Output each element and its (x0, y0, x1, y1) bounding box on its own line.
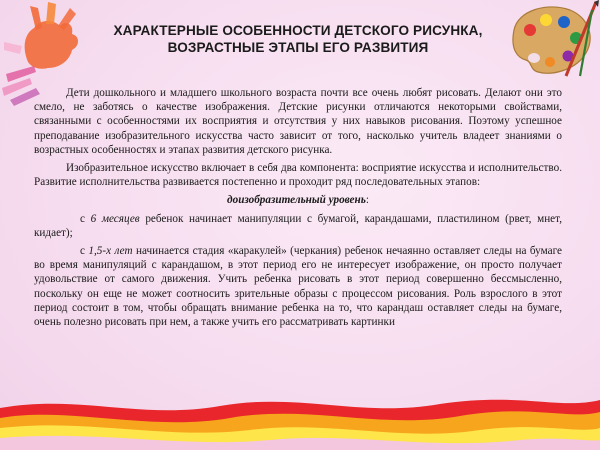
slide-body (34, 86, 562, 333)
six-months-text: ребенок начинает манипуляции с бумагой, карандашами, пластилином (рвет, мнет, кидает); (34, 212, 562, 239)
stage-heading (34, 193, 562, 207)
paragraph-components: Изобразительное искусство включает в себя два компонента: восприятие искусства и исполнительство. Развитие исполнительства развивается постепенно и проходит ряд последовательных этапов: (34, 162, 562, 189)
slide-title (78, 22, 518, 56)
paint-palette-icon (500, 0, 600, 78)
paragraph-one-half-years (34, 244, 562, 329)
stage-heading-colon: : (365, 194, 369, 207)
stage-heading-text: доизобразительный уровень (227, 194, 366, 207)
six-months-age: 6 месяцев (90, 212, 140, 225)
title-line-1: ХАРАКТЕРНЫЕ ОСОБЕННОСТИ ДЕТСКОГО РИСУНКА, (113, 23, 483, 38)
one-half-age: 1,5-х лет (88, 245, 133, 258)
paragraph-six-months (34, 212, 562, 240)
paragraph-intro: Дети дошкольного и младшего школьного возраста почти все очень любят рисовать. Делают они это смело, не заботясь о качестве изображения. Детские рисунки отличаются некоторыми свойствами, связанными с особенностями их восприятия и отсутствия у них навыков рисования. Поэтому успешное преподавание изобразительного искусства часто зависит от того, насколько учитель владеет знаниями о возрастных особенностях и этапах развития детского рисунка. (34, 87, 562, 156)
decorative-waves (0, 390, 600, 450)
one-half-prefix: с (80, 245, 89, 258)
six-months-prefix: с (80, 212, 91, 225)
title-line-2: ВОЗРАСТНЫЕ ЭТАПЫ ЕГО РАЗВИТИЯ (167, 40, 429, 55)
one-half-text: начинается стадия «каракулей» (черкания) ребенок нечаянно оставляет следы на бумаге во время манипуляций с карандашом, в этот период его не интересует изображение, он просто получает удовольствие от самого движения. Учить ребенка рисовать в этот период совершенно бессмысленно, поскольку он еще не может соотносить зрительные образы с процессом рисования. Роль взрослого в этот период состоит в том, чтобы обращать внимание ребенка на то, что карандаш оставляет следы на бумаге, очень полезно рисовать при нем, а также учить его рассматривать картинки (34, 245, 563, 329)
